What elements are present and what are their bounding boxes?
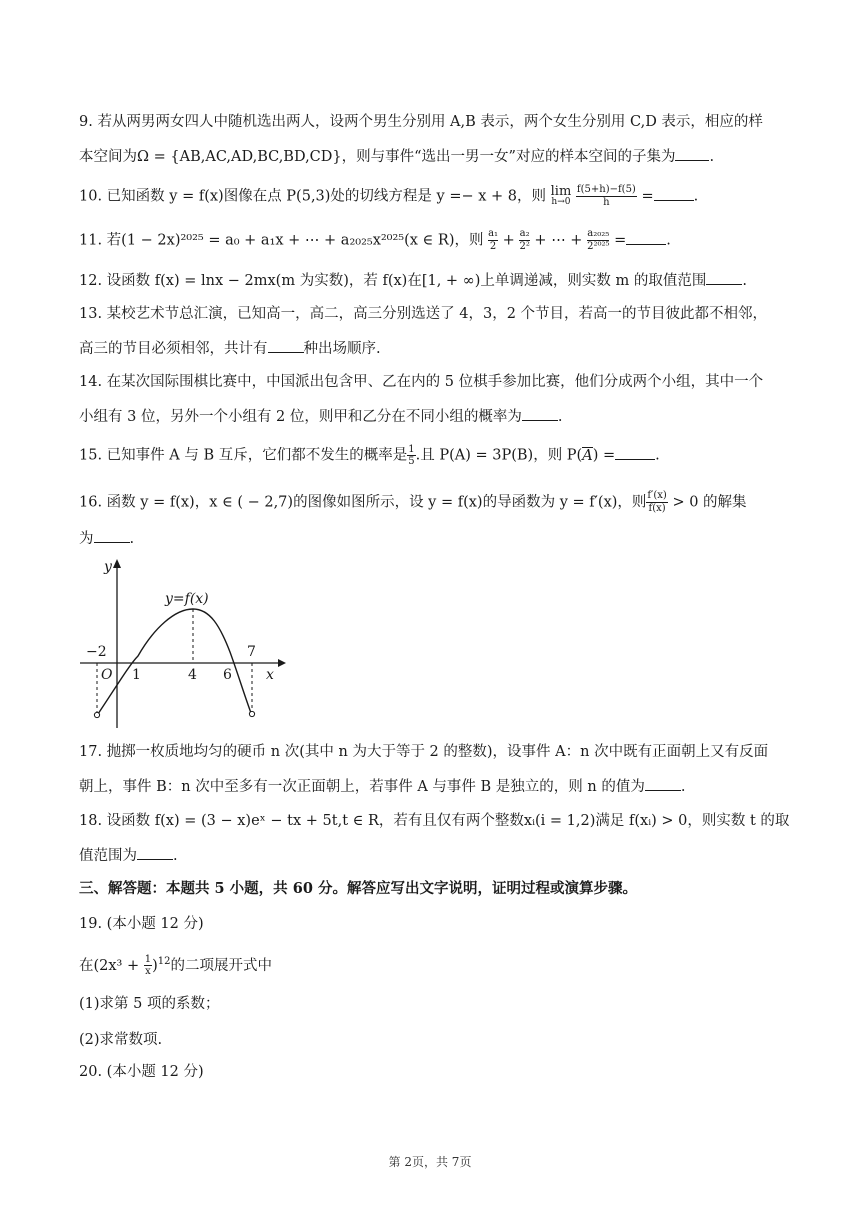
tick-label-minus2: −2 [86, 644, 107, 660]
frac-denominator: f(x) [648, 503, 666, 514]
answer-blank [268, 338, 304, 353]
q16-period: . [129, 531, 135, 547]
q12-line [79, 270, 800, 291]
lim-word: lim [550, 183, 572, 199]
q19-intro [79, 952, 800, 977]
frac-denominator: 2²⁰²⁵ [587, 241, 610, 252]
y-axis-label: y [104, 559, 112, 575]
q9-line1: 9. 若从两男两女四人中随机选出两人，设两个男生分别用 A,B 表示，两个女生分别用 C,D 表示，相应的样 [79, 114, 763, 130]
q11-eq: = [609, 232, 627, 249]
frac-denominator: x [145, 966, 151, 978]
q17-line2-text: 朝上，事件 B：n 次中至多有一次正面朝上，若事件 A 与事件 B 是独立的，则 n 的值为 [79, 779, 645, 795]
frac-numerator: a₂ [519, 228, 530, 239]
q12-text: 12. 设函数 f(x) = lnx − 2mx(m 为实数)，若 f(x)在[1, + ∞)上单调递减，则实数 m 的取值范围 [79, 273, 707, 289]
q19-part1: (1)求第 5 项的系数； [79, 996, 220, 1012]
q11-frac3 [587, 228, 609, 253]
x-axis-label: x [266, 667, 274, 683]
q14-line2 [79, 406, 800, 427]
answer-blank [675, 146, 709, 161]
function-label: y=f(x) [165, 591, 209, 607]
page-footer: 第 2页，共 7页 [388, 1155, 472, 1169]
answer-blank [654, 186, 694, 201]
lim-subscript: h→0 [551, 196, 571, 207]
q19-header: 19. (本小题 12 分) [79, 916, 204, 932]
origin-label: O [101, 667, 113, 683]
y-axis-arrow [113, 559, 121, 568]
q16-line2-text: 为 [79, 531, 94, 547]
answer-blank [706, 270, 742, 285]
q19-expr-right: ) [152, 957, 158, 974]
q12-period: . [742, 273, 747, 289]
q13-line2a: 高三的节目必须相邻，共计有 [79, 341, 268, 357]
q18-line1: 18. 设函数 f(x) = (3 − x)eˣ − tx + 5t,t ∈ R，若有且仅有两个整数xᵢ(i = 1,2)满足 f(xᵢ) > 0，则实数 t 的取 [79, 813, 790, 829]
q16-line2 [79, 528, 800, 549]
q9-line2 [79, 146, 800, 167]
q10-text: 10. 已知函数 y = f(x)图像在点 P(5,3)处的切线方程是 y =− x + 8，则 [79, 188, 547, 205]
frac-denominator: h [603, 197, 610, 208]
q13-line1: 13. 某校艺术节总汇演，已知高一，高二，高三分别选送了 4，3，2 个节目，若高一的节目彼此都不相邻， [79, 306, 768, 322]
q9-line2-text: 本空间为Ω = {AB,AC,AD,BC,BD,CD}，则与事件“选出一男一女”对应的样本空间的子集为 [79, 149, 676, 165]
q11-mid: + ⋯ + [529, 232, 588, 249]
q10-fraction [576, 184, 637, 209]
frac-numerator: f′(x) [647, 490, 667, 501]
q10-limit [550, 183, 572, 208]
q17-line2 [79, 776, 800, 797]
frac-denominator: 5 [408, 456, 415, 467]
frac-denominator: 2² [519, 241, 530, 252]
q10-line [79, 184, 800, 209]
q15-text2: .且 P(A) = 3P(B)，则 P( [415, 447, 583, 464]
answer-blank [626, 230, 666, 245]
answer-blank [137, 845, 173, 860]
q15-text3: ) = [592, 447, 616, 464]
q17-line1: 17. 抛掷一枚质地均匀的硬币 n 次(其中 n 为大于等于 2 的整数)，设事件 A：n 次中既有正面朝上又有反面 [79, 744, 769, 760]
answer-blank [645, 776, 681, 791]
q19-intro-a: 在 [79, 957, 94, 974]
frac-numerator: a₁ [488, 228, 499, 239]
q15-line [79, 444, 800, 467]
answer-blank [615, 445, 655, 460]
tick-label-1: 1 [132, 667, 141, 683]
section-header: 三、解答题：本题共 5 小题，共 60 分。解答应写出文字说明，证明过程或演算步骤。 [79, 880, 637, 897]
q11-frac1 [488, 228, 498, 253]
q9-period: . [709, 149, 715, 165]
q11-frac2 [519, 228, 529, 253]
q19-power: 12 [157, 956, 171, 967]
q11-line: 11. 若(1 − 2x)²⁰²⁵ = a₀ + a₁x + ⋯ + a₂₀₂₅x²⁰²⁵(x ∈ R)，则 $\frac{\text{a₁}}{2}$ + $\frac{\text{a₂}}{\text{2²}}$ + ⋯ + $\frac{\text{a₂₀₂₅}}{\text{2²⁰²⁵}}$ = . [79, 228, 671, 252]
q15-text: 15. 已知事件 A 与 B 互斥，它们都不发生的概率是 [79, 447, 408, 464]
tick-label-7: 7 [247, 644, 256, 660]
q14-line2-text: 小组有 3 位，另外一个小组有 2 位，则甲和乙分在不同小组的概率为 [79, 409, 522, 425]
q18-line2 [79, 845, 800, 866]
open-endpoint-right [249, 711, 254, 716]
a-complement: A [582, 447, 593, 464]
q10-period: . [693, 188, 699, 205]
q18-period: . [173, 848, 178, 864]
q13-line2b: 种出场顺序. [303, 341, 381, 357]
frac-numerator: 1 [408, 444, 415, 455]
q20-header: 20. (本小题 12 分) [79, 1064, 204, 1080]
frac-numerator: f(5+h)−f(5) [576, 184, 636, 195]
open-endpoint-left [94, 712, 99, 717]
q16-fraction [646, 490, 667, 515]
q16-text: 16. 函数 y = f(x)，x ∈ ( − 2,7)的图像如图所示，设 y = f(x)的导函数为 y = f′(x)，则 [79, 494, 647, 511]
q15-period: . [655, 447, 660, 464]
frac-numerator: a₂₀₂₅ [587, 228, 610, 239]
function-graph [70, 556, 290, 736]
q16-line1 [79, 490, 800, 515]
q13-line2 [79, 338, 800, 359]
function-curve [98, 609, 251, 714]
q14-period: . [557, 409, 563, 425]
frac-numerator: 1 [144, 954, 152, 966]
x-axis-arrow [278, 659, 286, 667]
q15-fraction [407, 444, 415, 467]
answer-blank [94, 528, 130, 543]
frac-denominator: 2 [489, 241, 497, 252]
q18-line2-text: 值范围为 [79, 848, 137, 864]
q19-part2: (2)求常数项. [79, 1032, 163, 1048]
q14-line1: 14. 在某次国际围棋比赛中，中国派出包含甲、乙在内的 5 位棋手参加比赛，他们分成两个小组，其中一个 [79, 374, 764, 390]
tick-label-6: 6 [223, 667, 232, 683]
q11-period: . [666, 232, 671, 249]
q10-eq: = [636, 188, 654, 205]
q19-intro-b: 的二项展开式中 [170, 957, 273, 974]
q16-text2: > 0 的解集 [667, 494, 747, 511]
tick-label-4: 4 [188, 667, 197, 683]
q17-period: . [680, 779, 686, 795]
q11-text: 11. 若(1 − 2x)²⁰²⁵ = a₀ + a₁x + ⋯ + a₂₀₂₅x²⁰²⁵(x ∈ R)，则 [79, 232, 484, 249]
q19-expr-left: (2x³ + [93, 957, 144, 974]
answer-blank [522, 406, 558, 421]
q19-fraction [144, 954, 152, 977]
